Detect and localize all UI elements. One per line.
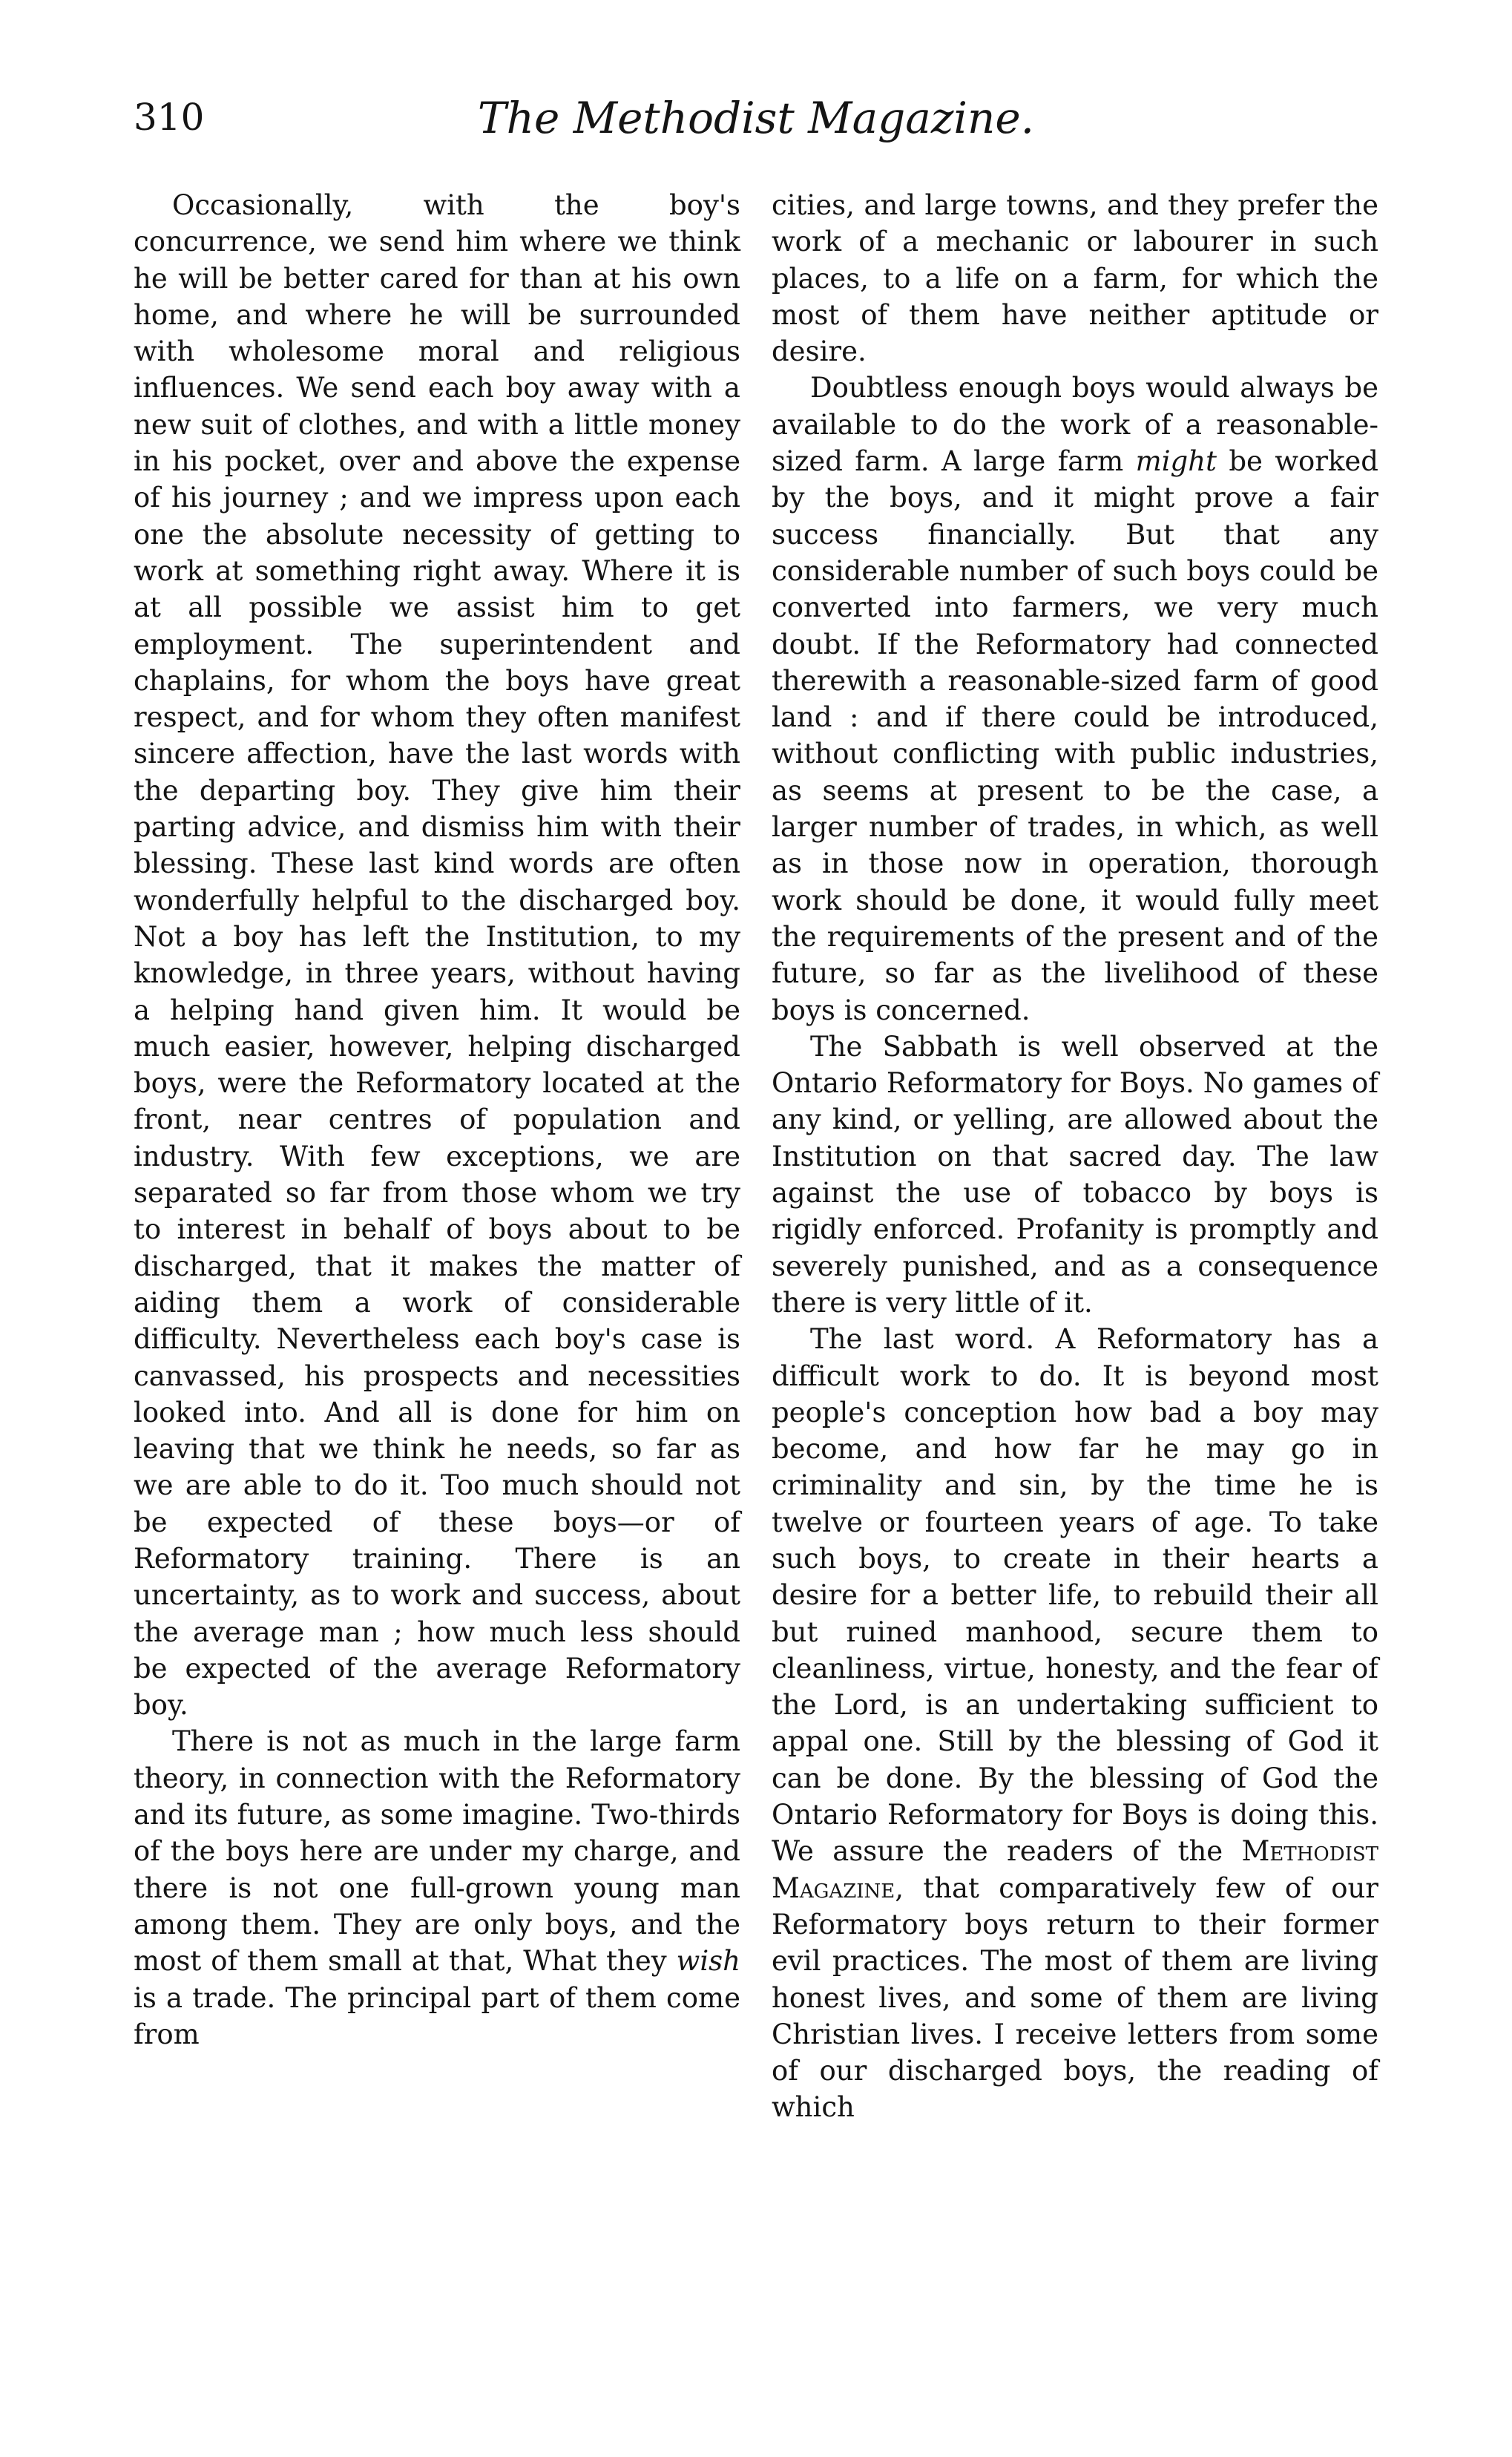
magazine-name: Methodist Magazine <box>772 1835 1378 1904</box>
paragraph-discharge-care: Occasionally, with the boy's concurrence, we send him where we think he will be better cared for than at his own home, and where he will be surrounded with wholesome moral and religious influences. We send each boy away with a new suit of clothes, and with a little money in his pocket, over and above the expense of his journey ; and we impress upon each one the absolute necessity of getting to work at something right away. Where it is at all possible we assist him to get employment. The superintendent and chaplains, for whom the boys have great respect, and for whom they often manifest sincere affection, have the last words with the departing boy. They give him their parting advice, and dismiss him with their blessing. These last kind words are often wonderfully helpful to the discharged boy. Not a boy has left the Institution, to my knowledge, in three years, without having a helping hand given him. It would be much easier, however, helping discharged boys, were the Reformatory located at the front, near centres of population and industry. With few exceptions, we are separated so far from those whom we try to interest in behalf of boys about to be discharged, that it makes the matter of aiding them a work of considerable difficulty. Nevertheless each boy's case is canvassed, his prospects and necessities looked into. And all is done for him on leaving that we think he needs, so far as we are able to do it. Too much should not be expected of these boys—or of Reformatory training. There is an uncertainty, as to work and success, about the average man ; how much less should be expected of the average Reformatory boy. <box>134 189 740 1722</box>
right-column <box>772 187 1378 2126</box>
running-title: The Methodist Magazine. <box>477 93 1035 143</box>
page-number: 310 <box>134 96 205 139</box>
emphasis-might: might <box>1135 445 1217 478</box>
last-word-text-b: , that comparatively few of our Reformatory boys return to their former evil practices. The most of them are living honest lives, and some of them are living Christian lives. I receive letters from some of our discharged boys, the reading of which <box>772 1872 1378 2124</box>
paragraph-farm-work <box>772 370 1378 1028</box>
left-column <box>134 187 740 2053</box>
farm-theory-text-b: is a trade. The principal part of them come from <box>134 1981 740 2050</box>
farm-work-text-a: Doubtless enough boys would always be available to do the work of a reasonable-sized farm. A large farm <box>772 372 1378 478</box>
paragraph-farm-theory <box>134 1723 740 2053</box>
farm-theory-text-a: There is not as much in the large farm theory, in connection with the Reformatory and its future, as some imagine. Two-thirds of the boys here are under my charge, and there is not one full-grown young man among them. They are only boys, and the most of them small at that, What they <box>134 1725 740 1978</box>
last-word-text-a: The last word. A Reformatory has a difficult work to do. It is beyond most people's conception how bad a boy may become, and how far he may go in criminality and sin, by the time he is twelve or fourteen years of age. To take such boys, to create in their hearts a desire for a better life, to rebuild their all but ruined manhood, secure them to cleanliness, virtue, honesty, and the fear of the Lord, is an undertaking sufficient to appal one. Still by the blessing of God it can be done. By the blessing of God the Ontario Reformatory for Boys is doing this. We assure the readers of the <box>772 1323 1378 1868</box>
farm-work-text-b: be worked by the boys, and it might prove a fair success financially. But that any considerable number of such boys could be converted into farmers, we very much doubt. If the Reformatory had connected therewith a reasonable-sized farm of good land : and if there could be introduced, without conflicting with public industries, as seems at present to be the case, a larger number of trades, in which, as well as in those now in operation, thorough work should be done, it would fully meet the requirements of the present and of the future, so far as the livelihood of these boys is concerned. <box>772 445 1378 1026</box>
paragraph-continuation: cities, and large towns, and they prefer the work of a mechanic or labourer in such places, to a life on a farm, for which the most of them have neither aptitude or desire. <box>772 189 1378 368</box>
paragraph-sabbath: The Sabbath is well observed at the Ontario Reformatory for Boys. No games of any kind, or yelling, are allowed about the Institution on that sacred day. The law against the use of tobacco by boys is rigidly enforced. Profanity is promptly and severely punished, and as a consequence there is very little of it. <box>772 1030 1378 1319</box>
paragraph-last-word <box>772 1321 1378 2126</box>
emphasis-wish: wish <box>676 1945 740 1978</box>
page-header <box>134 95 1378 166</box>
